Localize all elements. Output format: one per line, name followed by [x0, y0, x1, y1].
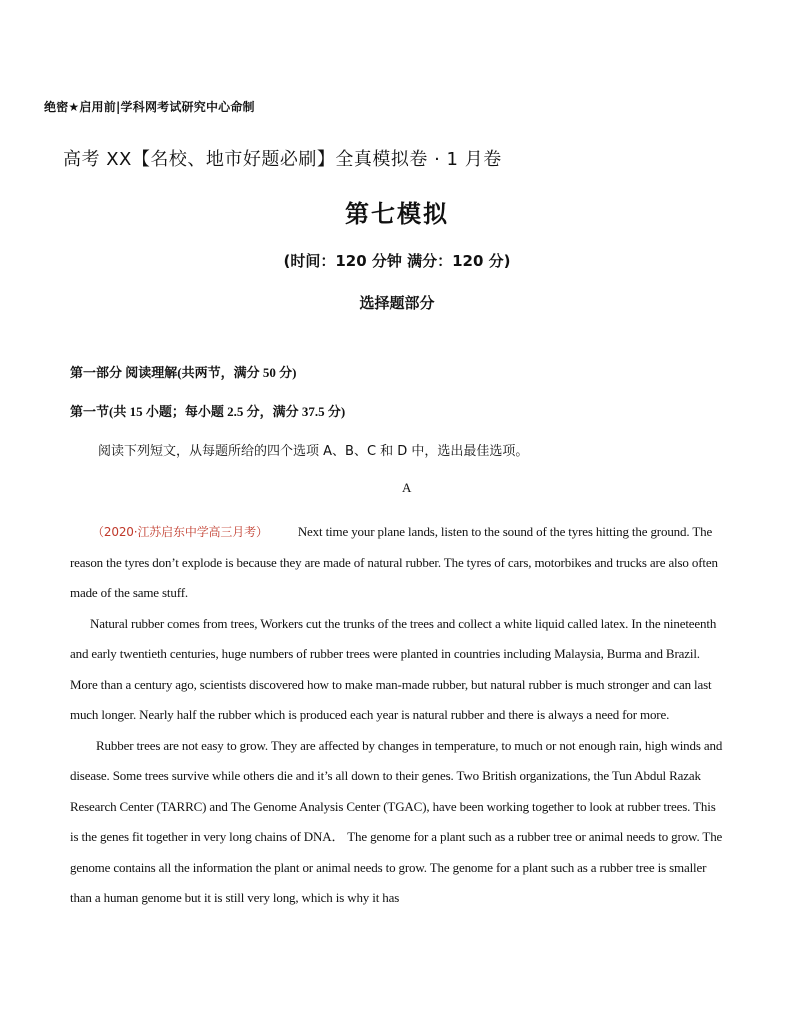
section-title: 选择题部分 — [359, 294, 435, 312]
confidential-notice: 绝密★启用前|学科网考试研究中心命制 — [44, 100, 255, 114]
passage-paragraph-3: Rubber trees are not easy to grow. They are affected by changes in temperature, to much or not enough rain, high winds and disease. Some trees survive while others die and it’s all down to their genes. Two British organizations, the Tun Abdul Razak Research Center (TARRC) and The Genome Analysis Center (TGAC), have been working together to look at rubber trees. This is the genes fit together in very long chains of DNA． The genome for a plant such as a rubber tree or animal needs to grow. The genome contains all the information the plant or animal needs to grow. The genome for a plant such as a rubber tree is smaller than a human genome but it is still very long, which is why it has — [70, 737, 723, 905]
passage-source: （2020·江苏启东中学高三月考） — [92, 525, 268, 539]
time-info: (时间：120 分钟 满分：120 分) — [283, 252, 511, 270]
passage-paragraph-1 — [70, 517, 726, 609]
exam-title: 高考 XX【名校、地市好题必刷】全真模拟卷 · 1 月卷 — [63, 149, 502, 170]
sub-heading: 第一节(共 15 小题；每小题 2.5 分，满分 37.5 分) — [70, 404, 346, 419]
passage-label: A — [402, 480, 412, 495]
paragraph-1-text: Next time your plane lands, listen to the sound of the tyres hitting the ground. The reason the tyres don’t explode is because they are made of natural rubber. The tyres of cars, motorbikes and trucks are also often made of the same stuff. — [70, 524, 718, 600]
passage-paragraph-2: Natural rubber comes from trees, Workers cut the trunks of the trees and collect a white liquid called latex. In the nineteenth and early twentieth centuries, huge numbers of rubber trees were planted in countries including Malaysia, Burma and Brazil. More than a century ago, scientists discovered how to make man-made rubber, but natural rubber is much stronger and can last much longer. Nearly half the rubber which is produced each year is natural rubber and there is always a need for more. — [70, 615, 717, 722]
reading-passage — [70, 517, 726, 914]
main-title: 第七模拟 — [345, 200, 449, 228]
part-heading: 第一部分 阅读理解(共两节，满分 50 分) — [70, 365, 297, 380]
instruction: 阅读下列短文，从每题所给的四个选项 A、B、C 和 D 中，选出最佳选项。 — [98, 444, 529, 459]
